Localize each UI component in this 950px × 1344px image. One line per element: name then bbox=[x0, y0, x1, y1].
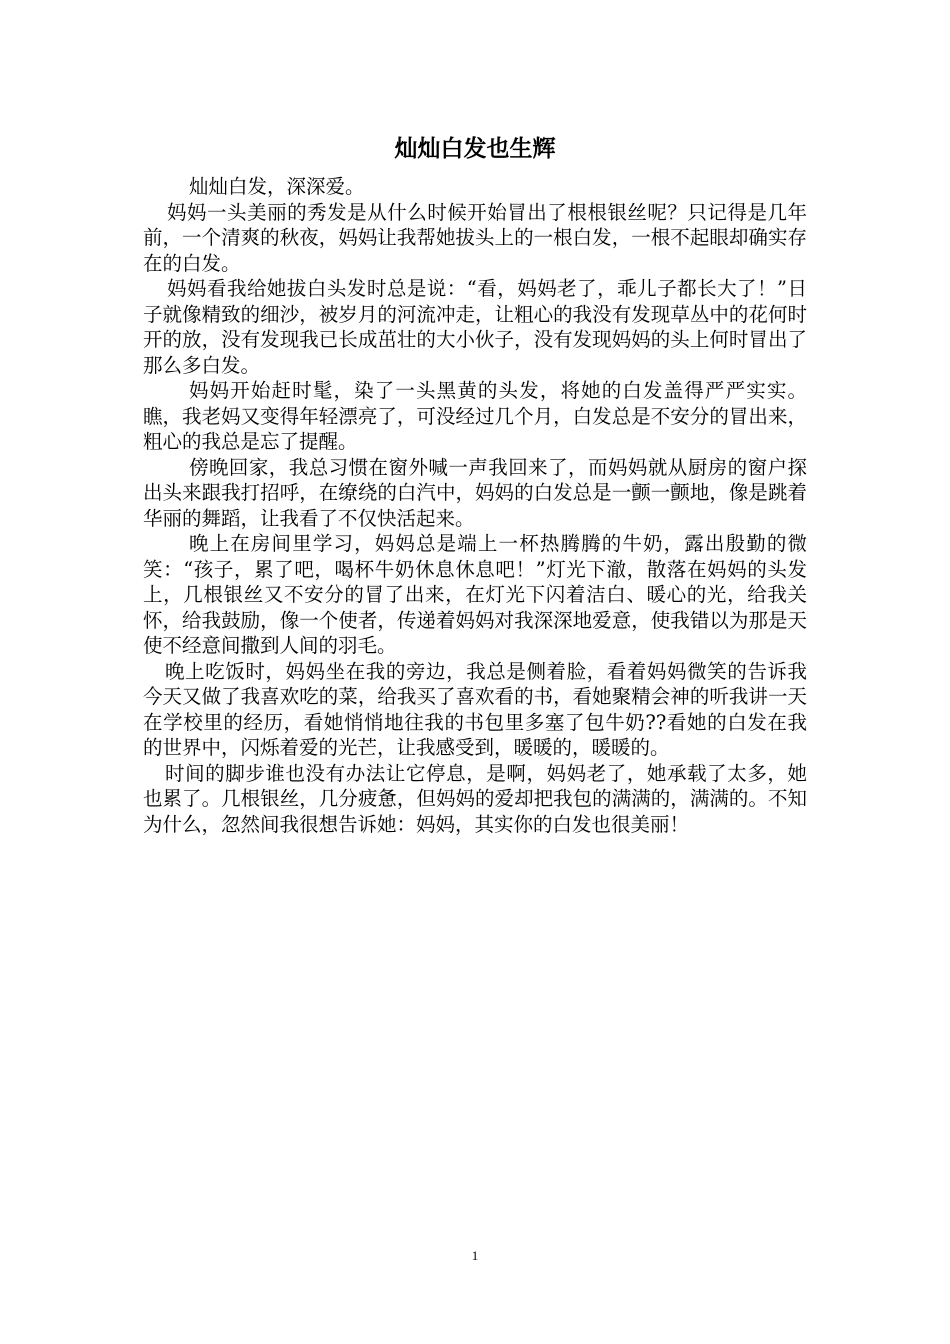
paragraph-5: 傍晚回家，我总习惯在窗外喊一声我回来了，而妈妈就从厨房的窗户探出头来跟我打招呼，在缭绕的白汽中，妈妈的白发总是一颤一颤地，像是跳着华丽的舞蹈，让我看了不仅快活起来。 bbox=[143, 455, 807, 530]
document-title: 灿灿白发也生辉 bbox=[394, 136, 556, 162]
paragraph-1: 灿灿白发，深深爱。 bbox=[189, 175, 365, 198]
paragraph-4: 妈妈开始赶时髦，染了一头黑黄的头发，将她的白发盖得严严实实。瞧，我老妈又变得年轻漂亮了，可没经过几个月，白发总是不安分的冒出来，粗心的我总是忘了提醒。 bbox=[143, 379, 807, 453]
paragraph-2: 妈妈一头美丽的秀发是从什么时候开始冒出了根根银丝呢？只记得是几年前，一个清爽的秋夜，妈妈让我帮她拔头上的一根白发，一根不起眼却确实存在的白发。 bbox=[143, 200, 807, 275]
paragraph-8: 时间的脚步谁也没有办法让它停息，是啊，妈妈老了，她承载了太多，她也累了。几根银丝，几分疲惫，但妈妈的爱却把我包的满满的，满满的。不知为什么，忽然间我很想告诉她：妈妈，其实你的白发也很美丽！ bbox=[143, 761, 807, 836]
document-body bbox=[143, 174, 807, 837]
paragraph-3: 妈妈看我给她拔白头发时总是说：“看，妈妈老了，乖儿子都长大了！”日子就像精致的细沙，被岁月的河流冲走，让粗心的我没有发现草丛中的花何时开的放，没有发现我已长成茁壮的大小伙子，没有发现妈妈的头上何时冒出了那么多白发。 bbox=[143, 277, 807, 377]
paragraph-6: 晚上在房间里学习，妈妈总是端上一杯热腾腾的牛奶，露出殷勤的微笑：“孩子，累了吧，喝杯牛奶休息休息吧！”灯光下澈，散落在妈妈的头发上，几根银丝又不安分的冒了出来，在灯光下闪着洁白、暖心的光，给我关怀，给我鼓励，像一个使者，传递着妈妈对我深深地爱意，使我错以为那是天使不经意间撒到人间的羽毛。 bbox=[143, 532, 807, 657]
paragraph-7: 晚上吃饭时，妈妈坐在我的旁边，我总是侧着脸，看着妈妈微笑的告诉我今天又做了我喜欢吃的菜，给我买了喜欢看的书，看她聚精会神的听我讲一天在学校里的经历，看她悄悄地往我的书包里多塞了包牛奶??看她的白发在我的世界中，闪烁着爱的光芒，让我感受到，暖暖的，暖暖的。 bbox=[143, 659, 807, 759]
page-number: 1 bbox=[471, 1248, 479, 1263]
